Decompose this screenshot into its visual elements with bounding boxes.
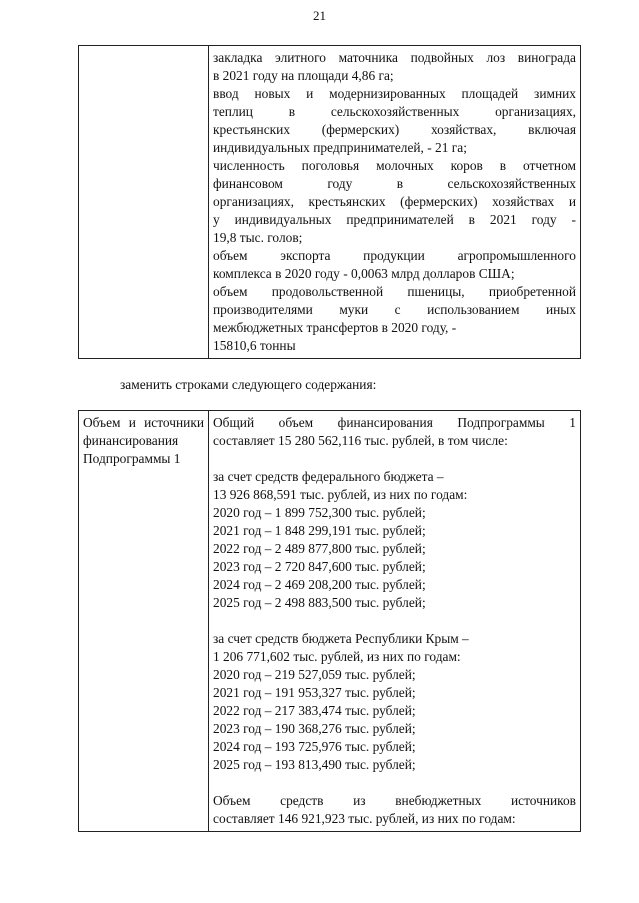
text-line: индивидуальных предпринимателей, - 21 га; bbox=[213, 140, 467, 155]
text-line: 2024 год – 193 725,976 тыс. рублей; bbox=[213, 739, 416, 754]
page-number: 21 bbox=[313, 8, 326, 23]
text-line: 2022 год – 217 383,474 тыс. рублей; bbox=[213, 703, 416, 718]
text-line: 15810,6 тонны bbox=[213, 338, 296, 353]
top-lines bbox=[213, 49, 576, 355]
text-line: 1 206 771,602 тыс. рублей, из них по годам: bbox=[213, 649, 461, 664]
text-line: финансовом году в сельскохозяйственных bbox=[213, 176, 576, 191]
blank-line bbox=[213, 774, 576, 792]
text-line: ввод новых и модернизированных площадей зимних bbox=[213, 86, 576, 101]
text-line: за счет средств федерального бюджета – bbox=[213, 469, 444, 484]
top-right-cell bbox=[209, 46, 581, 359]
bottom-left-lines bbox=[83, 414, 204, 468]
text-line: теплиц в сельскохозяйственных организациях, bbox=[213, 104, 576, 119]
text-line: 19,8 тыс. голов; bbox=[213, 230, 303, 245]
top-left-cell bbox=[79, 46, 209, 359]
text-line: численность поголовья молочных коров в отчетном bbox=[213, 158, 576, 173]
text-line: 2020 год – 1 899 752,300 тыс. рублей; bbox=[213, 505, 426, 520]
text-line: объем продовольственной пшеницы, приобретенной bbox=[213, 284, 576, 299]
text-line: 2025 год – 2 498 883,500 тыс. рублей; bbox=[213, 595, 426, 610]
text-line: 2021 год – 1 848 299,191 тыс. рублей; bbox=[213, 523, 426, 538]
text-line: 2023 год – 2 720 847,600 тыс. рублей; bbox=[213, 559, 426, 574]
text-line: Объем и источники bbox=[83, 415, 204, 430]
text-line: составляет 146 921,923 тыс. рублей, из них по годам: bbox=[213, 811, 516, 826]
text-line: объем экспорта продукции агропромышленного bbox=[213, 248, 576, 263]
text-line: 2025 год – 193 813,490 тыс. рублей; bbox=[213, 757, 416, 772]
bottom-left-cell bbox=[79, 411, 209, 832]
bottom-right-lines bbox=[213, 414, 576, 828]
text-line: крестьянских (фермерских) хозяйствах, включая bbox=[213, 122, 576, 137]
connector-text: заменить строками следующего содержания: bbox=[120, 377, 377, 392]
blank-line bbox=[213, 450, 576, 468]
blank-line bbox=[213, 612, 576, 630]
text-line: составляет 15 280 562,116 тыс. рублей, в том числе: bbox=[213, 433, 508, 448]
text-line: 2021 год – 191 953,327 тыс. рублей; bbox=[213, 685, 416, 700]
text-line: межбюджетных трансфертов в 2020 году, - bbox=[213, 320, 457, 335]
text-line: в 2021 году на площади 4,86 га; bbox=[213, 68, 394, 83]
text-line: 2020 год – 219 527,059 тыс. рублей; bbox=[213, 667, 416, 682]
text-line: комплекса в 2020 году - 0,0063 млрд долларов США; bbox=[213, 266, 515, 281]
text-line: организациях, крестьянских (фермерских) хозяйствах и bbox=[213, 194, 576, 209]
table-row bbox=[79, 411, 581, 832]
text-line: Общий объем финансирования Подпрограммы 1 bbox=[213, 415, 576, 430]
text-line: Подпрограммы 1 bbox=[83, 451, 181, 466]
text-line: Объем средств из внебюджетных источников bbox=[213, 793, 576, 808]
bottom-table bbox=[78, 410, 581, 832]
text-line: за счет средств бюджета Республики Крым – bbox=[213, 631, 469, 646]
table-row bbox=[79, 46, 581, 359]
text-line: у индивидуальных предпринимателей в 2021 году - bbox=[213, 212, 576, 227]
bottom-right-cell bbox=[209, 411, 581, 832]
text-line: 13 926 868,591 тыс. рублей, из них по годам: bbox=[213, 487, 468, 502]
text-line: производителями муки с использованием иных bbox=[213, 302, 576, 317]
text-line: 2023 год – 190 368,276 тыс. рублей; bbox=[213, 721, 416, 736]
text-line: 2022 год – 2 489 877,800 тыс. рублей; bbox=[213, 541, 426, 556]
text-line: финансирования bbox=[83, 433, 179, 448]
text-line: закладка элитного маточника подвойных лоз винограда bbox=[213, 50, 576, 65]
text-line: 2024 год – 2 469 208,200 тыс. рублей; bbox=[213, 577, 426, 592]
top-table bbox=[78, 45, 581, 359]
